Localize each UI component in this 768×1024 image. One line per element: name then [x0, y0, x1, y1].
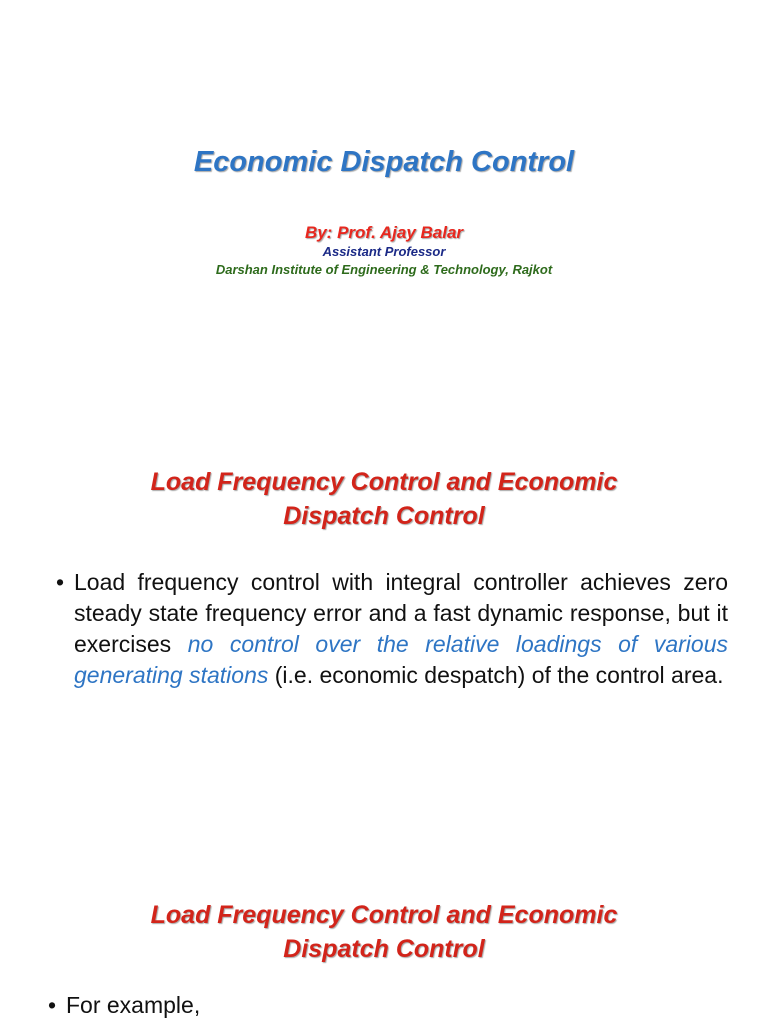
heading-line-2: Dispatch Control	[283, 502, 485, 530]
bullet-text-start: Load frequency control with integral controller achieves zero steady state frequency error and a fast dynamic response, but it exercises	[74, 569, 728, 657]
bullet-item	[48, 990, 448, 1021]
presentation-title: Economic Dispatch Control	[193, 146, 575, 178]
bullet-text-end: (i.e. economic despatch) of the control area.	[268, 662, 724, 688]
author-byline: By: Prof. Ajay Balar	[304, 223, 464, 242]
section-heading	[0, 898, 768, 966]
bullet-icon: •	[48, 992, 57, 1018]
heading-line-1: Load Frequency Control and Economic	[150, 901, 618, 929]
author-role: Assistant Professor	[322, 244, 446, 259]
heading-line-1: Load Frequency Control and Economic	[150, 468, 618, 496]
section-heading	[0, 465, 768, 533]
heading-line-2: Dispatch Control	[283, 935, 485, 963]
author-institute: Darshan Institute of Engineering & Technology, Rajkot	[215, 262, 553, 277]
bullet-text-emphasis: no control over the relative loadings of various generating stations	[74, 631, 728, 688]
bullet-icon: •	[56, 569, 65, 595]
bullet-text: For example,	[66, 992, 201, 1018]
bullet-item	[56, 567, 728, 691]
